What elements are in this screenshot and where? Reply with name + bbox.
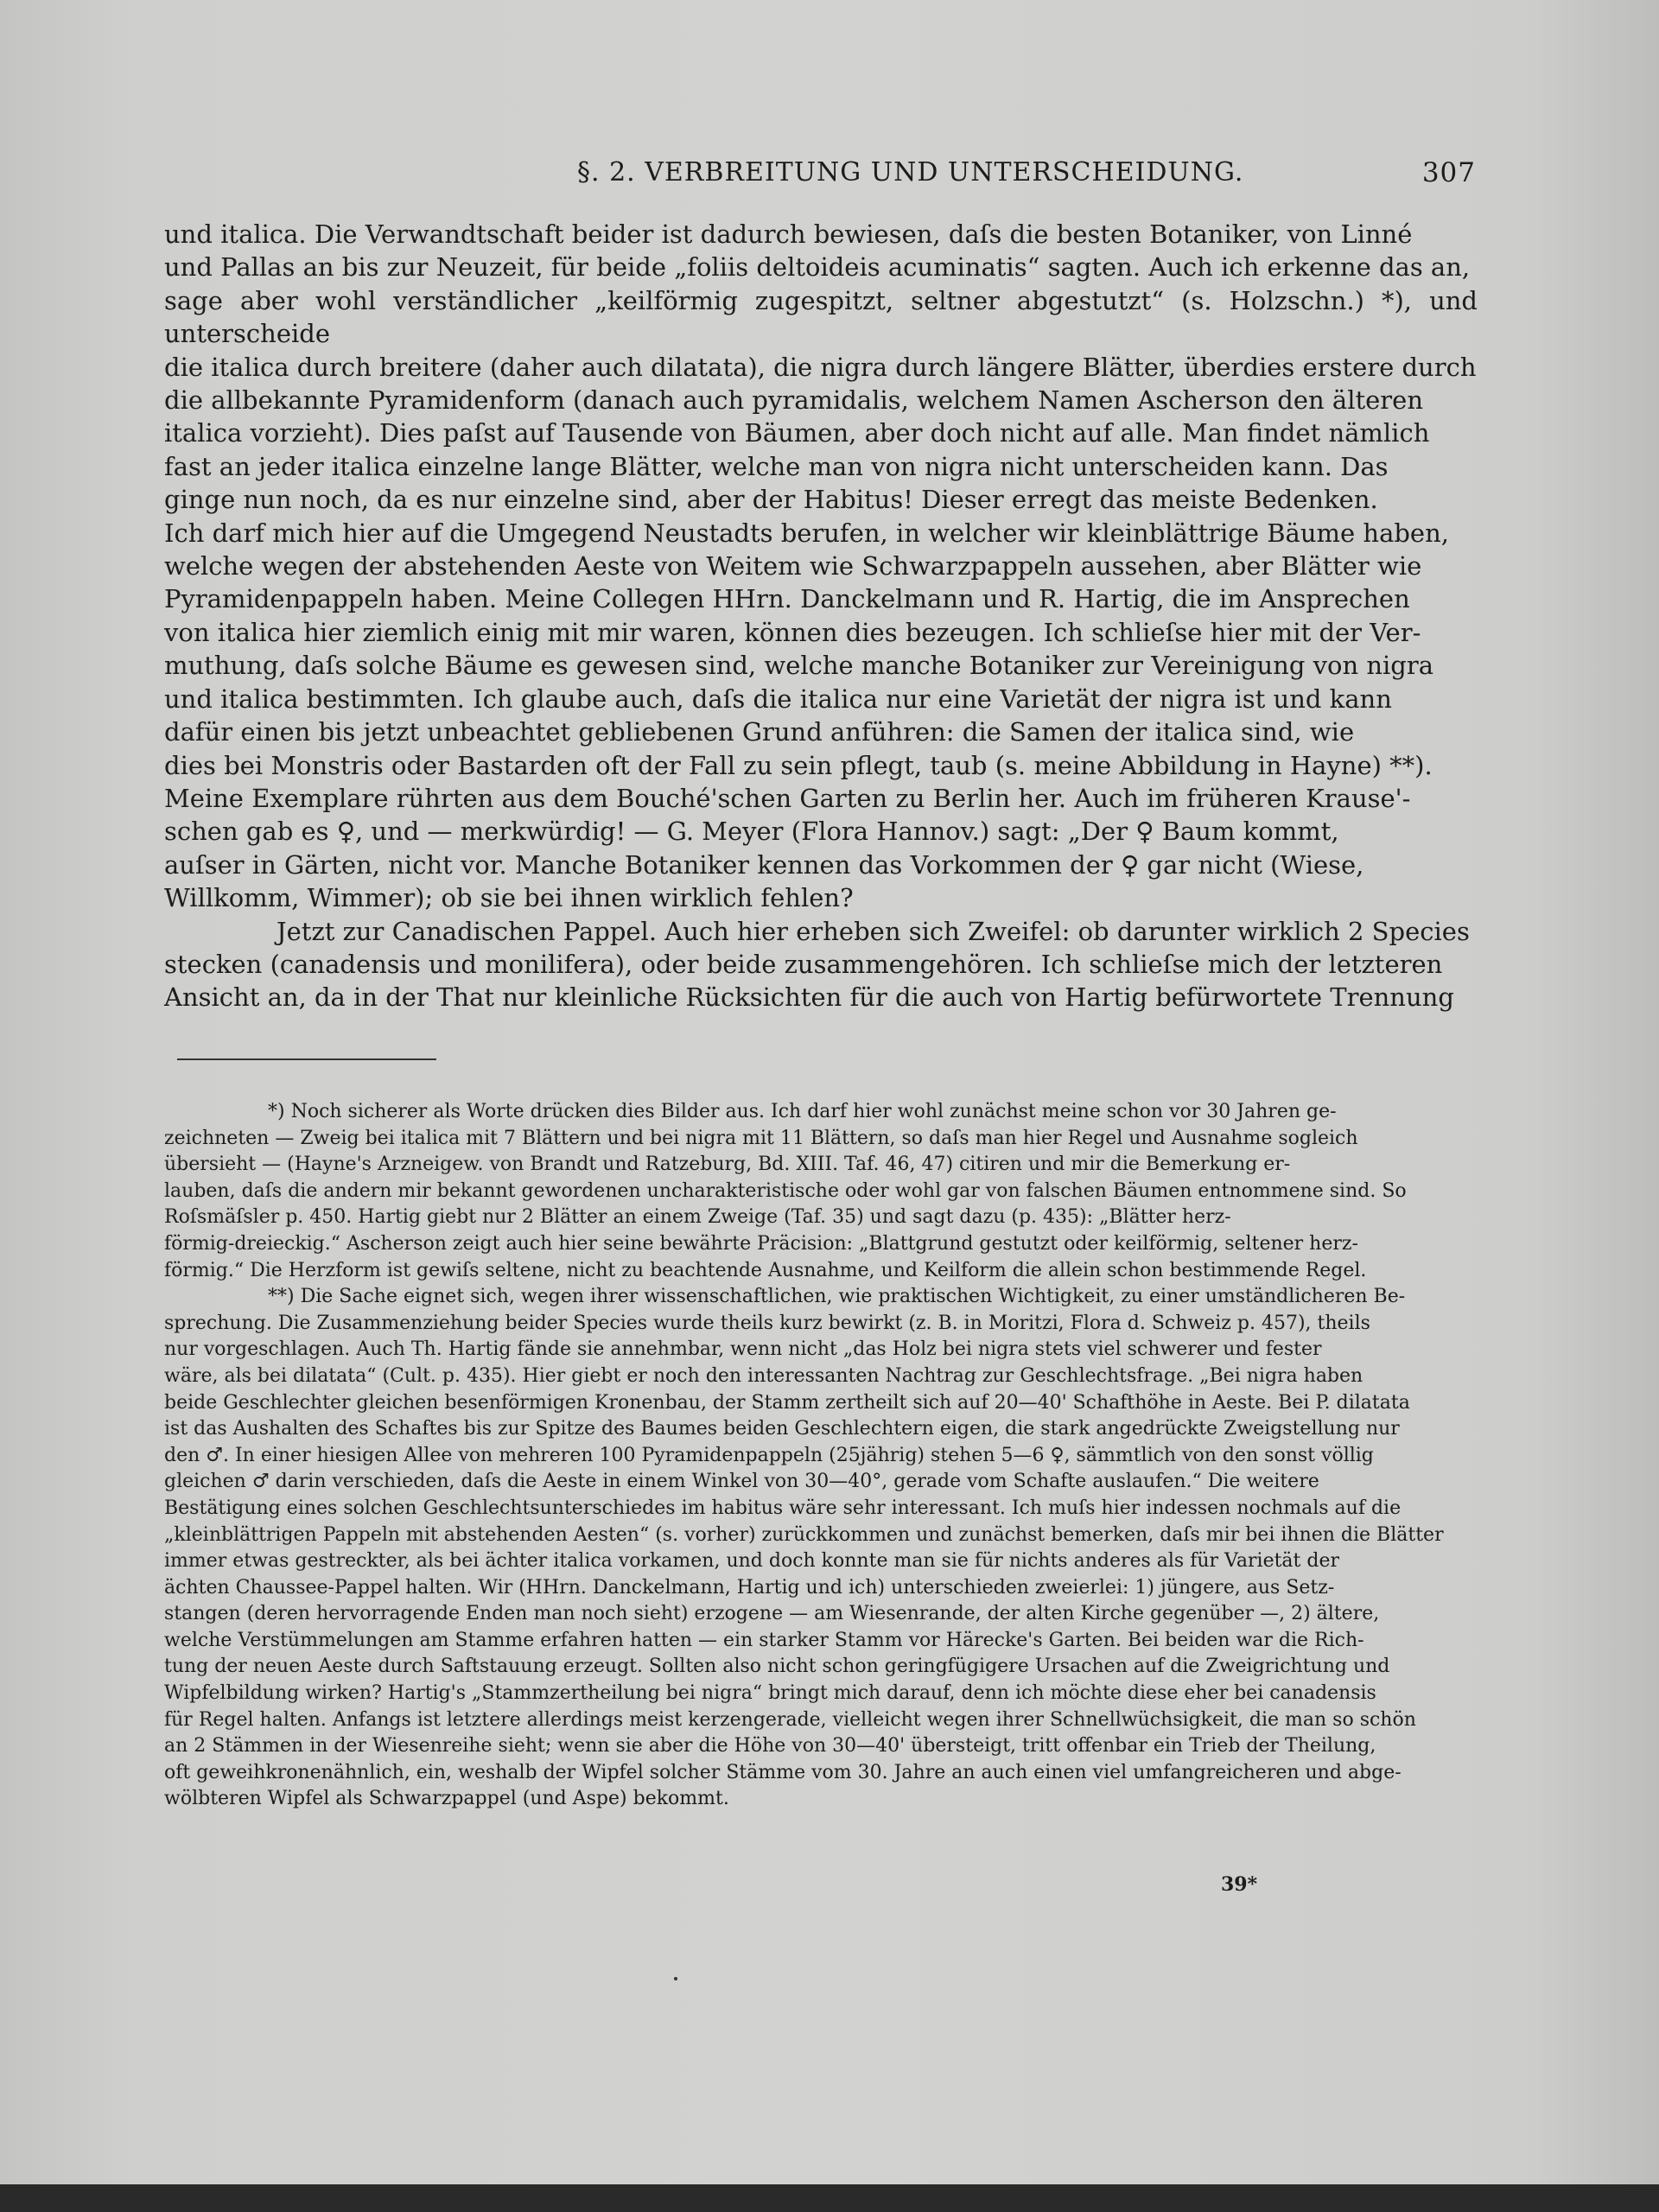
page-number: 307 [1421, 157, 1476, 188]
footnote-rule [177, 1058, 436, 1060]
section-title: §. 2. VERBREITUNG UND UNTERSCHEIDUNG. [577, 157, 1244, 188]
print-speck [674, 1977, 677, 1980]
body-paragraph-2: Jetzt zur Canadischen Pappel. Auch hier erheben sich Zweifel: ob darunter wirklich 2 Species stecken (canadensis und monilifera), oder beide zusammengehören. Ich schlieſse mich der letzteren Ansicht an, da in der That nur kleinliche Rücksichten für die auch von Hartig befürwortete Trennung [164, 916, 1470, 1013]
running-head [577, 157, 1476, 192]
footnote-2: **) Die Sache eignet sich, wegen ihrer wissenschaftlichen, wie praktischen Wichtigkeit, zu einer umständlicheren Be- sprechung. Die Zusammenziehung beider Species wurde theils kurz bewirkt (z. B. in Moritzi, Flora d. Schweiz p. 457), theils nur vorgeschlagen. Auch Th. Hartig fände sie annehmbar, wenn nicht „das Holz bei nigra stets viel schwerer und fester wäre, als bei dilatata“ (Cult. p. 435). Hier giebt er noch den interessanten Nachtrag zur Geschlechtsfrage. „Bei nigra haben beide Geschlechter gleichen besenförmigen Kronenbau, der Stamm zertheilt sich auf 20—40' Schafthöhe in Aeste. Bei P. dilatata ist das Aushalten des Schaftes bis zur Spitze des Baumes beiden Geschlechtern eigen, die stark angedrückte Zweigstellung nur den ♂. In einer hiesigen Allee von mehreren 100 Pyramidenpappeln (25jährig) stehen 5—6 ♀, sämmtlich von den sonst völlig gleichen ♂ darin verschieden, daſs die Aeste in einem Winkel von 30—40°, gerade vom Schafte auslaufen.“ Die weitere Bestätigung eines solchen Geschlechtsunterschiedes im habitus wäre sehr interessant. Ich muſs hier indessen nochmals auf die „kleinblättrigen Pappeln mit abstehenden Aesten“ (s. vorher) zurückkommen und zunächst bemerken, daſs mir bei ihnen die Blätter immer etwas gestreckter, als bei ächter italica vorkamen, und doch konnte man sie für nichts anderes als für Varietät der ächten Chaussee-Pappel halten. Wir (HHrn. Danckelmann, Hartig und ich) unterschieden zweierlei: 1) jüngere, aus Setz- stangen (deren hervorragende Enden man noch sieht) erzogene — am Wiesenrande, der alten Kirche gegenüber —, 2) ältere, welche Verstümmelungen am Stamme erfahren hatten — ein starker Stamm vor Härecke's Garten. Bei beiden war die Rich- tung der neuen Aeste durch Saftstauung erzeugt. Sollten also nicht schon geringfügigere Ursachen auf die Zweigrichtung und Wipfelbildung wirken? Hartig's „Stammzertheilung bei nigra“ bringt mich darauf, denn ich möchte diese eher bei canadensis für Regel halten. Anfangs ist letztere allerdings meist kerzengerade, vielleicht wegen ihrer Schnellwüchsigkeit, die man so schön an 2 Stämmen in der Wiesenreihe sieht; wenn sie aber die Höhe von 30—40' übersteigt, tritt offenbar ein Trieb der Theilung, oft geweihkronenähnlich, ein, weshalb der Wipfel solcher Stämme vom 30. Jahre an auch einen viel umfangreicheren und abge- wölbteren Wipfel als Schwarzpappel (und Aspe) bekommt. [164, 1286, 1444, 1810]
body-paragraph-1: und italica. Die Verwandtschaft beider ist dadurch bewiesen, daſs die besten Botaniker, von Linné und Pallas an bis zur Neuzeit, für beide „foliis deltoideis acuminatis“ sagten. Auch ich erkenne das an, sage aber wohl verständlicher „keilförmig zugespitzt, seltner abgestutzt“ (s. Holzschn.) *), und unterscheide die italica durch breitere (daher auch dilatata), die nigra durch längere Blätter, überdies erstere durch die allbekannte Pyramidenform (danach auch pyramidalis, welchem Namen Ascherson den älteren italica vorzieht). Dies paſst auf Tausende von Bäumen, aber doch nicht auf alle. Man findet nämlich fast an jeder italica einzelne lange Blätter, welche man von nigra nicht unterscheiden kann. Das ginge nun noch, da es nur einzelne sind, aber der Habitus! Dieser erregt das meiste Bedenken. Ich darf mich hier auf die Umgegend Neustadts berufen, in welcher wir kleinblättrige Bäume haben, welche wegen der abstehenden Aeste von Weitem wie Schwarzpappeln aussehen, aber Blätter wie Pyramidenpappeln haben. Meine Collegen HHrn. Danckelmann und R. Hartig, die im Ansprechen von italica hier ziemlich einig mit mir waren, können dies bezeugen. Ich schlieſse hier mit der Ver- muthung, daſs solche Bäume es gewesen sind, welche manche Botaniker zur Vereinigung von nigra und italica bestimmten. Ich glaube auch, daſs die italica nur eine Varietät der nigra ist und kann dafür einen bis jetzt unbeachtet gebliebenen Grund anführen: die Samen der italica sind, wie dies bei Monstris oder Bastarden oft der Fall zu sein pflegt, taub (s. meine Abbildung in Hayne) **). Meine Exemplare rührten aus dem Bouché'schen Garten zu Berlin her. Auch im früheren Krause'- schen gab es ♀, und — merkwürdig! — G. Meyer (Flora Hannov.) sagt: „Der ♀ Baum kommt, auſser in Gärten, nicht vor. Manche Botaniker kennen das Vorkommen der ♀ gar nicht (Wiese, Willkomm, Wimmer); ob sie bei ihnen wirklich fehlen? [164, 219, 1478, 913]
signature-mark: 39* [1221, 1873, 1258, 1896]
footnotes [164, 1099, 1478, 1813]
main-text [164, 218, 1478, 1014]
scanner-edge [0, 2184, 1659, 2212]
footnote-1: *) Noch sicherer als Worte drücken dies Bilder aus. Ich darf hier wohl zunächst meine schon vor 30 Jahren ge- zeichneten — Zweig bei italica mit 7 Blättern und bei nigra mit 11 Blättern, so daſs man hier Regel und Ausnahme sogleich übersieht — (Hayne's Arzneigew. von Brandt und Ratzeburg, Bd. XIII. Taf. 46, 47) citiren und mir die Bemerkung er- lauben, daſs die andern mir bekannt gewordenen uncharakteristische oder wohl gar von falschen Bäumen entnommene sind. So Roſsmäſsler p. 450. Hartig giebt nur 2 Blätter an einem Zweige (Taf. 35) und sagt dazu (p. 435): „Blätter herz- förmig-dreieckig.“ Ascherson zeigt auch hier seine bewährte Präcision: „Blattgrund gestutzt oder keilförmig, seltener herz- förmig.“ Die Herzform ist gewiſs seltene, nicht zu beachtende Ausnahme, und Keilform die allein schon bestimmende Regel. [164, 1101, 1407, 1281]
